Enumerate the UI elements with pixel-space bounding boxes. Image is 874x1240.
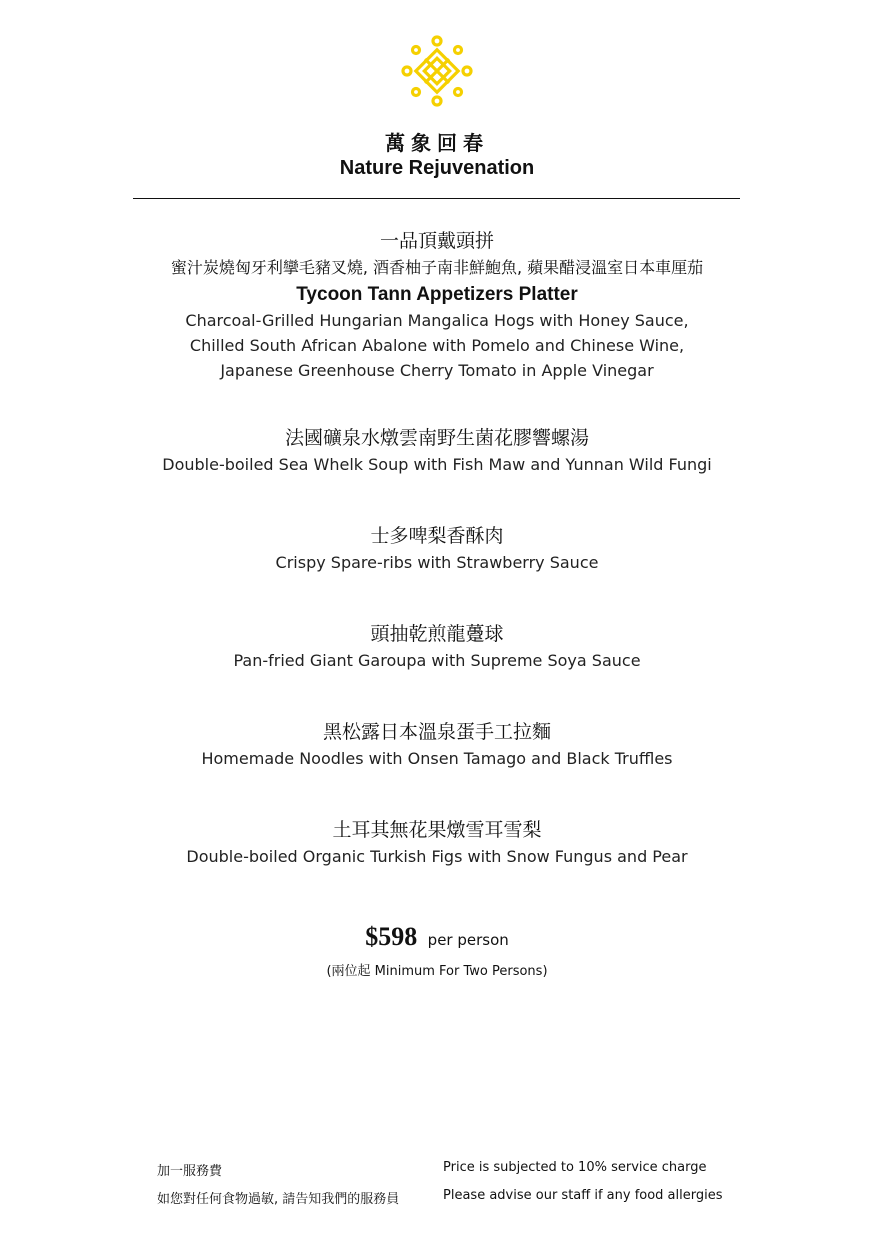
allergy-note-chinese: 如您對任何食物過敏, 請告知我們的服務員 — [157, 1192, 400, 1207]
dish-name-chinese: 土耳其無花果燉雪耳雪梨 — [332, 819, 542, 841]
endless-knot-logo — [401, 35, 473, 107]
dish-giant-garoupa — [0, 620, 874, 673]
dish-appetizer-platter — [0, 227, 874, 383]
allergy-note-english: Please advise our staff if any food allergies — [443, 1188, 723, 1203]
dish-sea-whelk-soup — [0, 424, 874, 477]
dish-name-chinese: 頭抽乾煎龍躉球 — [370, 623, 504, 645]
dish-description-chinese: 蜜汁炭燒匈牙利攣毛豬叉燒, 酒香柚子南非鮮鮑魚, 蘋果醋浸溫室日本車厘茄 — [170, 258, 704, 277]
price-amount: $598 — [365, 922, 418, 951]
dish-name-chinese: 士多啤梨香酥肉 — [370, 525, 504, 547]
dish-turkish-figs-dessert — [0, 816, 874, 869]
dish-name-english: Homemade Noodles with Onsen Tamago and Black Truffles — [201, 749, 673, 768]
service-charge-chinese: 加一服務費 — [157, 1164, 223, 1179]
dish-name-english: Pan-fried Giant Garoupa with Supreme Soya Sauce — [233, 651, 641, 670]
dish-description-line: Japanese Greenhouse Cherry Tomato in Apple Vinegar — [220, 361, 654, 380]
dish-name-english: Tycoon Tann Appetizers Platter — [296, 284, 578, 305]
dish-description-line: Chilled South African Abalone with Pomelo and Chinese Wine, — [189, 336, 685, 355]
dish-spare-ribs — [0, 522, 874, 575]
minimum-persons-note: (兩位起 Minimum For Two Persons) — [326, 964, 548, 979]
dish-name-chinese: 一品頂戴頭拼 — [379, 230, 494, 252]
dish-name-chinese: 法國礦泉水燉雲南野生菌花膠響螺湯 — [284, 427, 589, 449]
title-divider — [133, 198, 740, 199]
dish-name-english: Crispy Spare-ribs with Strawberry Sauce — [275, 553, 599, 572]
price-unit: per person — [427, 931, 509, 949]
price-line — [0, 922, 874, 952]
service-charge-english: Price is subjected to 10% service charge — [443, 1160, 707, 1175]
dish-name-english: Double-boiled Sea Whelk Soup with Fish Maw and Yunnan Wild Fungi — [162, 455, 712, 474]
dish-name-english: Double-boiled Organic Turkish Figs with Snow Fungus and Pear — [186, 847, 688, 866]
dish-description-line: Charcoal-Grilled Hungarian Mangalica Hogs with Honey Sauce, — [185, 311, 689, 330]
dish-homemade-noodles — [0, 718, 874, 771]
menu-title-english: Nature Rejuvenation — [339, 157, 535, 179]
menu-title-chinese: 萬象回春 — [385, 131, 489, 155]
dish-name-chinese: 黑松露日本溫泉蛋手工拉麵 — [322, 721, 551, 743]
